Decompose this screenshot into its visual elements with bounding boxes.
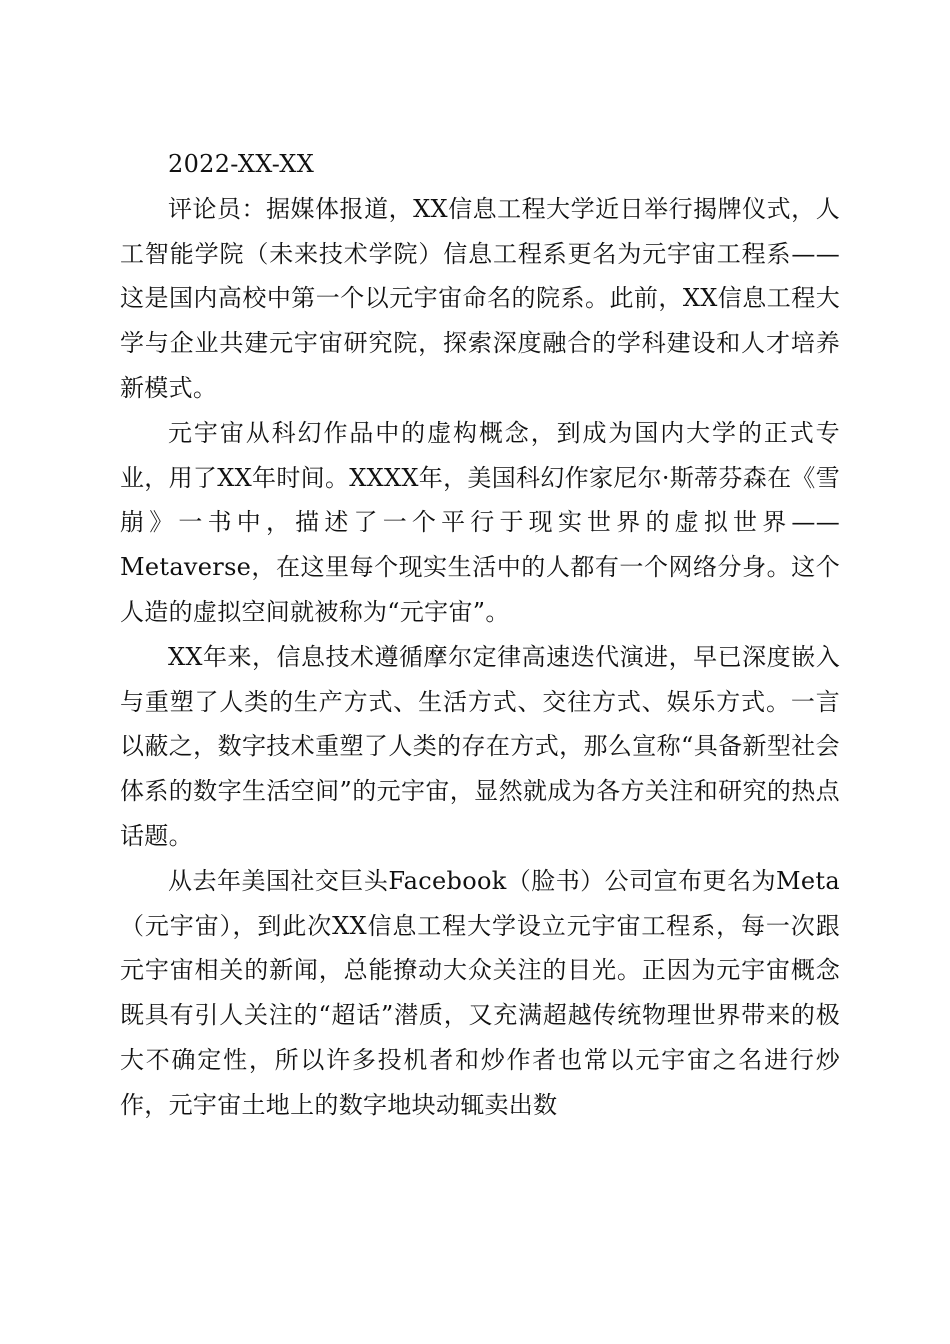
article-body xyxy=(120,142,840,1128)
paragraph-history: 元宇宙从科幻作品中的虚构概念，到成为国内大学的正式专业，用了XX年时间。XXXX年，美国科幻作家尼尔·斯蒂芬森在《雪崩》一书中，描述了一个平行于现实世界的虚拟世界——Metaverse，在这里每个现实生活中的人都有一个网络分身。这个人造的虚拟空间就被称为“元宇宙”。 xyxy=(120,418,840,626)
paragraph-hype: 从去年美国社交巨头Facebook（脸书）公司宣布更名为Meta（元宇宙），到此次XX信息工程大学设立元宇宙工程系，每一次跟元宇宙相关的新闻，总能撩动大众关注的目光。正因为元宇宙概念既具有引人关注的“超话”潜质，又充满超越传统物理世界带来的极大不确定性，所以许多投机者和炒作者也常以元宇宙之名进行炒作，元宇宙土地上的数字地块动辄卖出数 xyxy=(120,866,840,1119)
paragraph-technology: XX年来，信息技术遵循摩尔定律高速迭代演进，早已深度嵌入与重塑了人类的生产方式、生活方式、交往方式、娱乐方式。一言以蔽之，数字技术重塑了人类的存在方式，那么宣称“具备新型社会体系的数字生活空间”的元宇宙，显然就成为各方关注和研究的热点话题。 xyxy=(120,642,840,850)
paragraph-intro: 评论员：据媒体报道，XX信息工程大学近日举行揭牌仪式，人工智能学院（未来技术学院）信息工程系更名为元宇宙工程系——这是国内高校中第一个以元宇宙命名的院系。此前，XX信息工程大学与企业共建元宇宙研究院，探索深度融合的学科建设和人才培养新模式。 xyxy=(120,194,840,402)
article-date: 2022-XX-XX xyxy=(168,150,315,178)
